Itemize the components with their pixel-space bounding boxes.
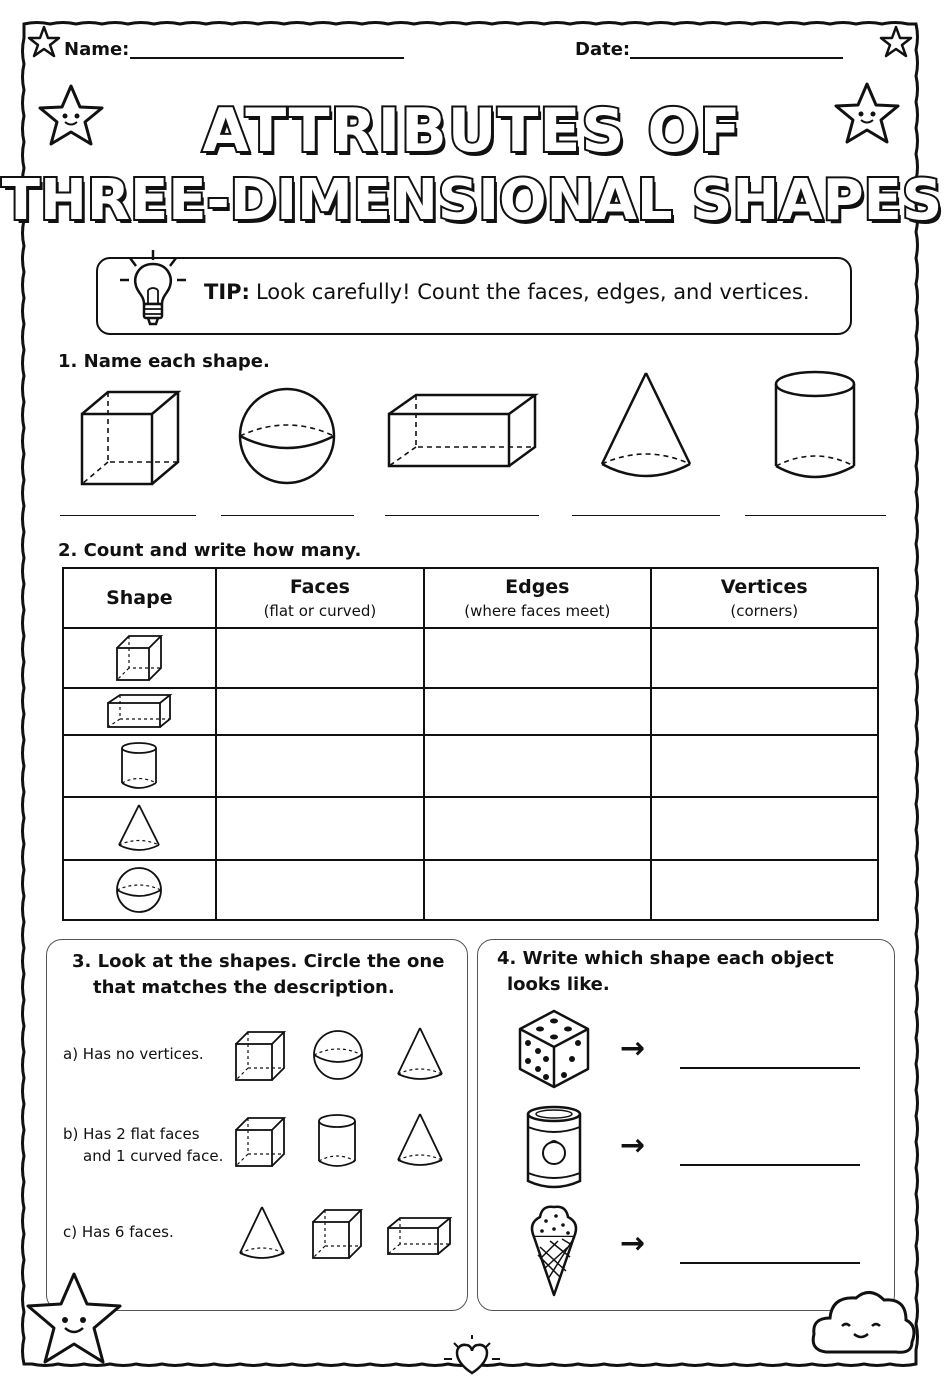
smiling-cloud-icon <box>808 1286 918 1358</box>
table-row <box>63 735 878 798</box>
corner-star-icon <box>26 24 62 60</box>
faces-cell[interactable] <box>216 628 424 688</box>
table-row <box>63 860 878 920</box>
vertices-cell[interactable] <box>651 797 879 860</box>
question-2-title: 2. Count and write how many. <box>58 540 362 561</box>
answer-line-can[interactable] <box>680 1164 860 1166</box>
attributes-table <box>62 567 879 921</box>
question-4-title: 4. Write which shape each object <box>497 948 834 969</box>
ice-cream-cone-icon <box>526 1203 582 1299</box>
faces-cell[interactable] <box>216 860 424 920</box>
answer-line-cone[interactable] <box>572 515 720 516</box>
corner-star-icon <box>878 24 914 60</box>
date-label: Date: <box>575 39 631 60</box>
column-header-shape: Shape <box>63 568 216 628</box>
answer-line-ice-cream[interactable] <box>680 1262 860 1264</box>
name-label: Name: <box>64 39 130 60</box>
cone-icon <box>598 370 694 478</box>
answer-line-sphere[interactable] <box>221 515 354 516</box>
cone-icon[interactable] <box>396 1026 444 1082</box>
table-header-row <box>63 568 878 628</box>
rectangular-prism-icon <box>106 693 172 729</box>
table-row <box>63 797 878 860</box>
table-row <box>63 628 878 688</box>
tip-text <box>204 280 810 304</box>
date-field[interactable] <box>630 57 843 59</box>
option-c-text: c) Has 6 faces. <box>63 1223 174 1241</box>
edges-cell[interactable] <box>424 735 650 798</box>
rectangular-prism-icon[interactable] <box>386 1216 452 1256</box>
cube-icon[interactable] <box>234 1116 286 1168</box>
question-1-title: 1. Name each shape. <box>58 351 270 372</box>
title-line-1: ATTRIBUTES OF <box>202 96 742 166</box>
heart-icon <box>440 1333 504 1383</box>
cylinder-icon <box>119 741 159 791</box>
cube-icon <box>78 388 184 488</box>
edges-cell[interactable] <box>424 797 650 860</box>
arrow-can: → <box>620 1128 646 1163</box>
question-3-title-cont: that matches the description. <box>93 977 395 998</box>
tip-label: TIP: <box>204 280 250 304</box>
vertices-cell[interactable] <box>651 628 879 688</box>
option-b-text-cont: and 1 curved face. <box>83 1147 224 1165</box>
vertices-cell[interactable] <box>651 735 879 798</box>
edges-cell[interactable] <box>424 860 650 920</box>
option-b-text: b) Has 2 flat faces <box>63 1125 200 1143</box>
cylinder-icon <box>773 370 857 482</box>
column-header-edges: Edges (where faces meet) <box>424 568 650 628</box>
question-3-title: 3. Look at the shapes. Circle the one <box>72 951 445 972</box>
answer-line-prism[interactable] <box>385 515 539 516</box>
column-header-faces: Faces (flat or curved) <box>216 568 424 628</box>
vertices-cell[interactable] <box>651 860 879 920</box>
edges-cell[interactable] <box>424 628 650 688</box>
cone-icon[interactable] <box>238 1205 286 1263</box>
vertices-cell[interactable] <box>651 688 879 734</box>
rectangular-prism-icon <box>386 392 538 470</box>
cylinder-icon[interactable] <box>316 1113 358 1171</box>
soup-can-icon <box>524 1105 584 1191</box>
cube-icon <box>115 634 163 682</box>
question-4-title-cont: looks like. <box>507 974 610 995</box>
cube-icon[interactable] <box>234 1030 286 1082</box>
smiling-star-icon <box>20 1268 128 1368</box>
answer-line-cube[interactable] <box>60 515 196 516</box>
option-a-text: a) Has no vertices. <box>63 1045 204 1063</box>
name-field[interactable] <box>130 57 404 59</box>
tip-content: Look carefully! Count the faces, edges, and vertices. <box>255 280 810 304</box>
faces-cell[interactable] <box>216 797 424 860</box>
sphere-icon[interactable] <box>312 1029 364 1081</box>
arrow-ice-cream: → <box>620 1226 646 1261</box>
dice-icon <box>516 1007 592 1091</box>
cone-icon <box>117 803 161 853</box>
answer-line-cylinder[interactable] <box>745 515 886 516</box>
cube-icon[interactable] <box>311 1208 363 1260</box>
sphere-icon <box>115 866 163 914</box>
faces-cell[interactable] <box>216 735 424 798</box>
cone-icon[interactable] <box>396 1112 444 1170</box>
edges-cell[interactable] <box>424 688 650 734</box>
lightbulb-icon <box>118 246 188 332</box>
faces-cell[interactable] <box>216 688 424 734</box>
sphere-icon <box>237 386 337 486</box>
column-header-vertices: Vertices (corners) <box>651 568 879 628</box>
arrow-dice: → <box>620 1031 646 1066</box>
answer-line-dice[interactable] <box>680 1067 860 1069</box>
title-line-2: THREE-DIMENSIONAL SHAPES <box>1 168 943 233</box>
table-row <box>63 688 878 734</box>
